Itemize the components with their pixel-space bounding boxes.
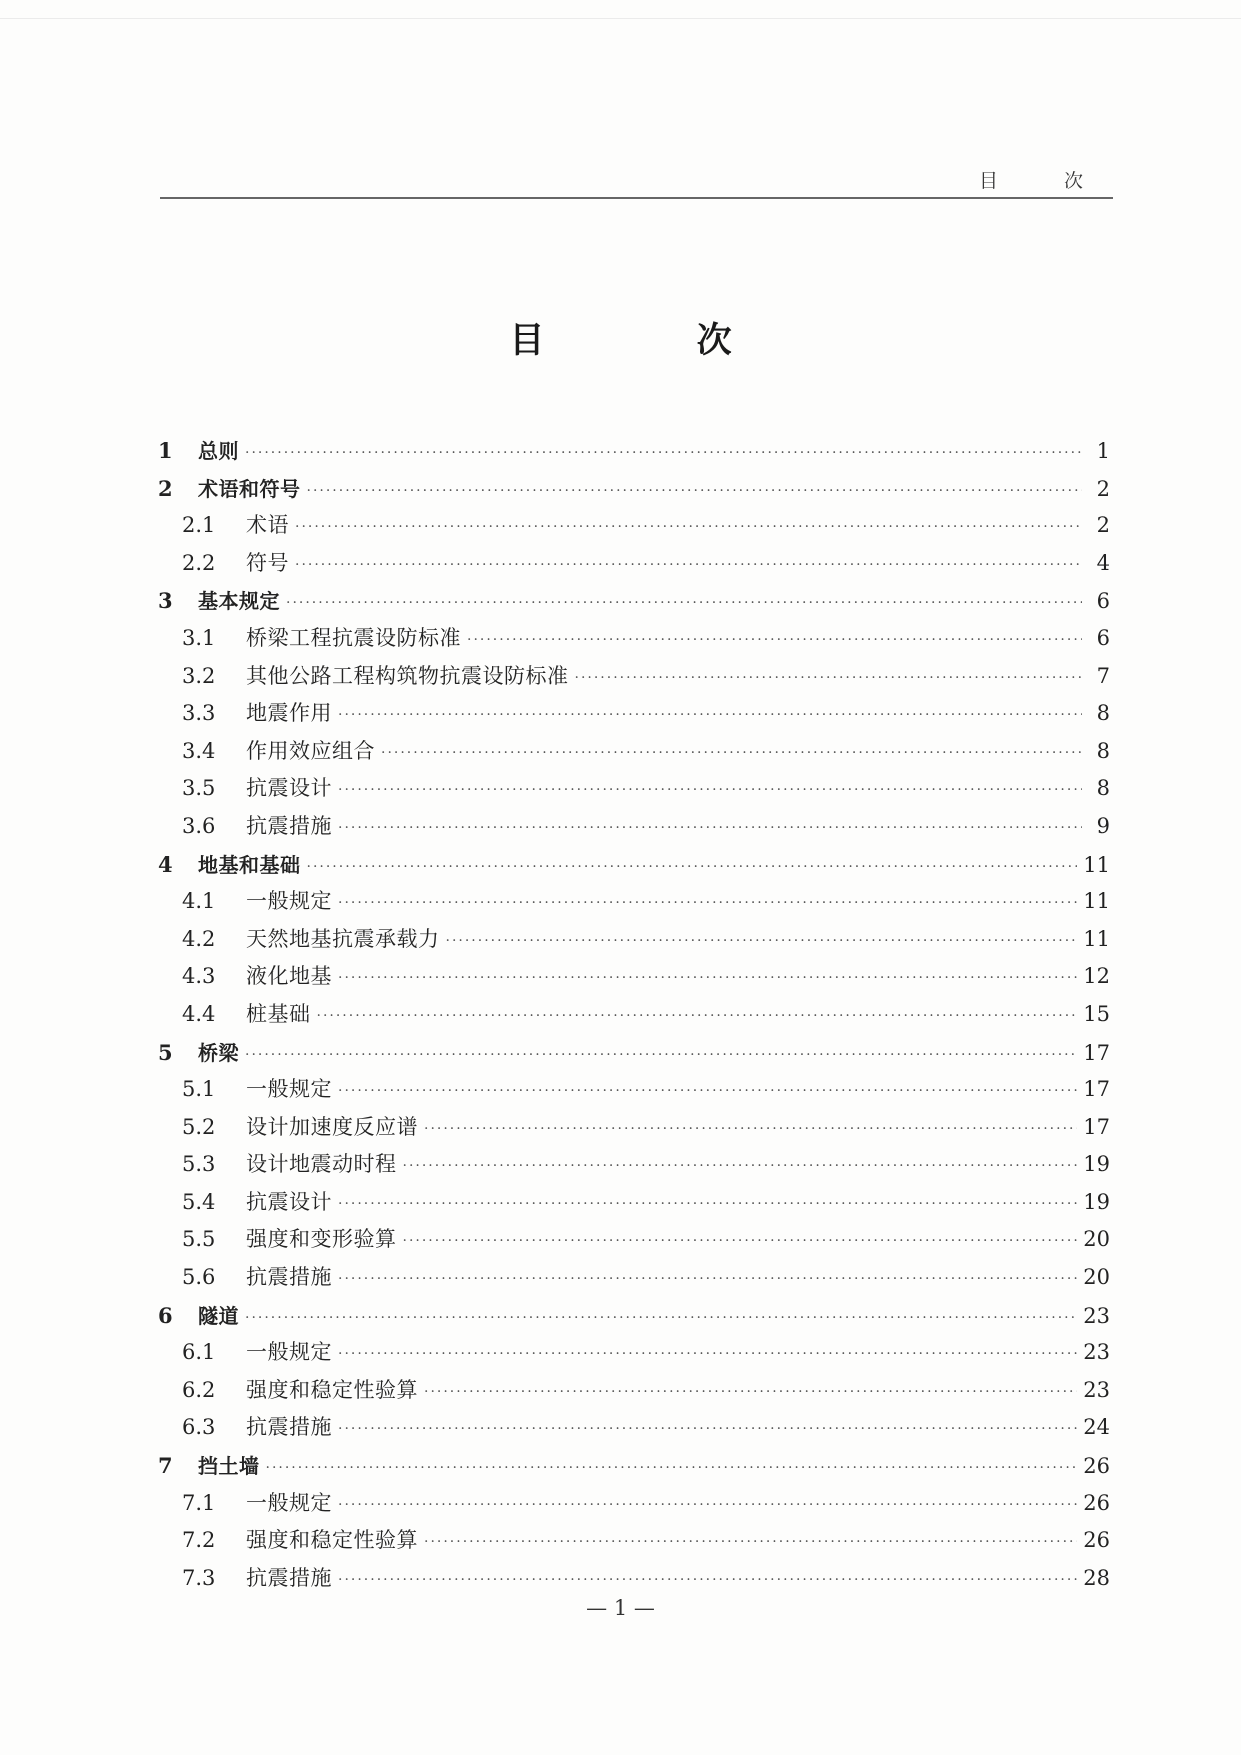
page-number: — 1 — [586, 1596, 655, 1620]
toc-entry-page: 4 [1096, 550, 1110, 575]
toc-entry-number: 5.3 [182, 1152, 216, 1177]
toc-entry-number: 6.2 [182, 1377, 216, 1402]
toc-entry-title: 术语 [246, 513, 289, 538]
toc-entry-title: 液化地基 [246, 964, 332, 989]
toc-entry-number: 6.3 [182, 1415, 216, 1440]
toc-entry-page: 7 [1096, 663, 1110, 688]
toc-dot-leader [307, 473, 1083, 511]
toc-entry-number: 7.2 [182, 1528, 216, 1553]
toc-dot-leader [338, 885, 1077, 923]
toc-entry-number: 2 [158, 475, 173, 501]
toc-section-entry[interactable] [158, 1259, 1110, 1297]
toc-dot-leader [338, 772, 1082, 810]
toc-section-entry[interactable] [158, 996, 1110, 1034]
toc-entry-title: 天然地基抗震承载力 [246, 926, 440, 951]
toc-entry-number: 4 [158, 851, 173, 877]
toc-entry-number: 4.3 [182, 964, 216, 989]
toc-entry-page: 17 [1083, 1040, 1110, 1065]
toc-entry-title: 总则 [198, 439, 239, 463]
toc-entry-title: 一般规定 [246, 1490, 332, 1515]
toc-entry-number: 3.4 [182, 738, 216, 763]
running-head: 目 次 [978, 170, 1113, 192]
toc-section-entry[interactable] [158, 1522, 1110, 1560]
toc-dot-leader [266, 1450, 1078, 1488]
toc-entry-number: 7 [158, 1453, 173, 1479]
toc-entry-number: 5.2 [182, 1114, 216, 1139]
toc-entry-title: 地基和基础 [198, 852, 301, 877]
toc-entry-number: 3.3 [182, 701, 216, 726]
toc-dot-leader [338, 697, 1082, 735]
toc-section-entry[interactable] [158, 620, 1110, 658]
toc-dot-leader [295, 509, 1082, 547]
toc-entry-title: 强度和稳定性验算 [246, 1528, 418, 1553]
toc-entry-number: 5.5 [182, 1227, 216, 1252]
toc-entry-number: 6 [158, 1302, 173, 1328]
toc-dot-leader [467, 622, 1082, 660]
toc-entry-page: 26 [1083, 1454, 1110, 1479]
toc-entry-number: 4.4 [182, 1001, 216, 1026]
toc-entry-title: 设计加速度反应谱 [246, 1114, 418, 1139]
toc-entry-title: 强度和变形验算 [246, 1227, 397, 1252]
toc-entry-page: 8 [1096, 738, 1110, 763]
toc-entry-page: 11 [1083, 926, 1110, 951]
header-rule [160, 197, 1113, 199]
toc-entry-page: 24 [1083, 1415, 1110, 1440]
toc-entry-number: 7.1 [182, 1490, 216, 1515]
toc-chapter-entry[interactable] [158, 582, 1110, 620]
toc-section-entry[interactable] [158, 545, 1110, 583]
toc-section-entry[interactable] [158, 883, 1110, 921]
toc-section-entry[interactable] [158, 1146, 1110, 1184]
toc-entry-number: 4.1 [182, 889, 216, 914]
toc-entry-page: 11 [1083, 889, 1110, 914]
toc-dot-leader [295, 547, 1082, 585]
toc-entry-page: 6 [1096, 625, 1110, 650]
toc-dot-leader [338, 1487, 1077, 1525]
toc-dot-leader [403, 1223, 1078, 1261]
toc-entry-title: 其他公路工程构筑物抗震设防标准 [246, 663, 569, 688]
toc-entry-page: 1 [1096, 439, 1110, 463]
toc-section-entry[interactable] [158, 808, 1110, 846]
toc-section-entry[interactable] [158, 1184, 1110, 1222]
toc-entry-number: 3.1 [182, 625, 216, 650]
toc-entry-title: 隧道 [198, 1303, 239, 1328]
toc-dot-leader [286, 585, 1082, 623]
toc-entry-number: 4.2 [182, 926, 216, 951]
toc-entry-title: 设计地震动时程 [246, 1152, 397, 1177]
toc-entry-number: 5.6 [182, 1265, 216, 1290]
toc-entry-title: 术语和符号 [198, 476, 301, 501]
toc-entry-number: 3.5 [182, 776, 216, 801]
toc-chapter-entry[interactable] [158, 470, 1110, 508]
toc-dot-leader [338, 810, 1082, 848]
toc-entry-page: 2 [1096, 476, 1110, 501]
toc-entry-title: 作用效应组合 [246, 738, 375, 763]
toc-entry-page: 20 [1083, 1265, 1110, 1290]
toc-dot-leader [338, 1336, 1077, 1374]
toc-section-entry[interactable] [158, 1334, 1110, 1372]
toc-entry-page: 2 [1096, 513, 1110, 538]
toc-dot-leader [424, 1111, 1077, 1149]
toc-dot-leader [338, 1261, 1077, 1299]
toc-entry-number: 5 [158, 1039, 173, 1065]
toc-entry-number: 3 [158, 588, 173, 614]
toc-entry-title: 抗震设计 [246, 1189, 332, 1214]
toc-chapter-entry[interactable] [158, 1034, 1110, 1072]
toc-entry-page: 26 [1083, 1490, 1110, 1515]
scan-edge-line [0, 18, 1241, 19]
toc-entry-page: 19 [1083, 1152, 1110, 1177]
toc-dot-leader [338, 1186, 1077, 1224]
toc-dot-leader [338, 1411, 1077, 1449]
toc-entry-number: 3.6 [182, 813, 216, 838]
toc-dot-leader [317, 998, 1078, 1036]
toc-entry-title: 桥梁工程抗震设防标准 [246, 625, 461, 650]
toc-entry-number: 5.4 [182, 1189, 216, 1214]
toc-chapter-entry[interactable] [158, 1297, 1110, 1335]
toc-entry-number: 2.1 [182, 513, 216, 538]
toc-section-entry[interactable] [158, 770, 1110, 808]
toc-entry-title: 桩基础 [246, 1001, 311, 1026]
toc-section-entry[interactable] [158, 1372, 1110, 1410]
toc-dot-leader [338, 1073, 1077, 1111]
toc-entry-title: 一般规定 [246, 1340, 332, 1365]
page-title: 目 次 [509, 320, 802, 361]
toc-entry-title: 抗震措施 [246, 813, 332, 838]
toc-section-entry[interactable] [158, 958, 1110, 996]
toc-entry-title: 抗震设计 [246, 776, 332, 801]
toc-section-entry[interactable] [158, 1221, 1110, 1259]
toc-section-entry[interactable] [158, 1485, 1110, 1523]
toc-entry-page: 8 [1096, 701, 1110, 726]
toc-section-entry[interactable] [158, 1071, 1110, 1109]
toc-dot-leader [424, 1524, 1077, 1562]
toc-entry-page: 23 [1083, 1303, 1110, 1328]
toc-section-entry[interactable] [158, 695, 1110, 733]
toc-dot-leader [575, 660, 1083, 698]
toc-entry-title: 基本规定 [198, 589, 280, 614]
toc-entry-title: 地震作用 [246, 701, 332, 726]
toc-dot-leader [381, 735, 1082, 773]
toc-entry-title: 一般规定 [246, 1077, 332, 1102]
toc-entry-page: 23 [1083, 1340, 1110, 1365]
toc-entry-page: 17 [1083, 1077, 1110, 1102]
toc-dot-leader [424, 1374, 1077, 1412]
toc-dot-leader [245, 435, 1082, 473]
toc-entry-page: 23 [1083, 1377, 1110, 1402]
toc-entry-title: 抗震措施 [246, 1415, 332, 1440]
toc-entry-number: 6.1 [182, 1340, 216, 1365]
toc-entry-page: 11 [1083, 852, 1110, 877]
toc-chapter-entry[interactable] [158, 432, 1110, 470]
toc-entry-number: 5.1 [182, 1077, 216, 1102]
toc-dot-leader [338, 1562, 1077, 1600]
toc-section-entry[interactable] [158, 1560, 1110, 1598]
toc-section-entry[interactable] [158, 658, 1110, 696]
toc-dot-leader [446, 923, 1078, 961]
toc-entry-page: 20 [1083, 1227, 1110, 1252]
table-of-contents [158, 432, 1110, 1597]
toc-dot-leader [245, 1037, 1077, 1075]
toc-entry-page: 8 [1096, 776, 1110, 801]
toc-chapter-entry[interactable] [158, 1447, 1110, 1485]
toc-section-entry[interactable] [158, 507, 1110, 545]
toc-entry-number: 1 [158, 438, 173, 463]
toc-entry-title: 强度和稳定性验算 [246, 1377, 418, 1402]
toc-entry-title: 挡土墙 [198, 1454, 260, 1479]
toc-entry-title: 符号 [246, 550, 289, 575]
toc-entry-page: 26 [1083, 1528, 1110, 1553]
toc-section-entry[interactable] [158, 921, 1110, 959]
toc-entry-page: 17 [1083, 1114, 1110, 1139]
toc-dot-leader [245, 1300, 1077, 1338]
toc-entry-number: 2.2 [182, 550, 216, 575]
toc-entry-page: 6 [1096, 589, 1110, 614]
toc-entry-title: 桥梁 [198, 1040, 239, 1065]
toc-entry-number: 7.3 [182, 1565, 216, 1590]
toc-section-entry[interactable] [158, 733, 1110, 771]
toc-entry-number: 3.2 [182, 663, 216, 688]
toc-entry-page: 12 [1083, 964, 1110, 989]
toc-dot-leader [403, 1148, 1078, 1186]
toc-entry-title: 抗震措施 [246, 1565, 332, 1590]
toc-entry-page: 28 [1083, 1565, 1110, 1590]
toc-entry-title: 一般规定 [246, 889, 332, 914]
toc-entry-title: 抗震措施 [246, 1265, 332, 1290]
toc-chapter-entry[interactable] [158, 846, 1110, 884]
toc-entry-page: 15 [1083, 1001, 1110, 1026]
toc-dot-leader [307, 849, 1078, 887]
toc-entry-page: 19 [1083, 1189, 1110, 1214]
toc-entry-page: 9 [1096, 813, 1110, 838]
toc-dot-leader [338, 960, 1077, 998]
toc-section-entry[interactable] [158, 1109, 1110, 1147]
toc-section-entry[interactable] [158, 1409, 1110, 1447]
